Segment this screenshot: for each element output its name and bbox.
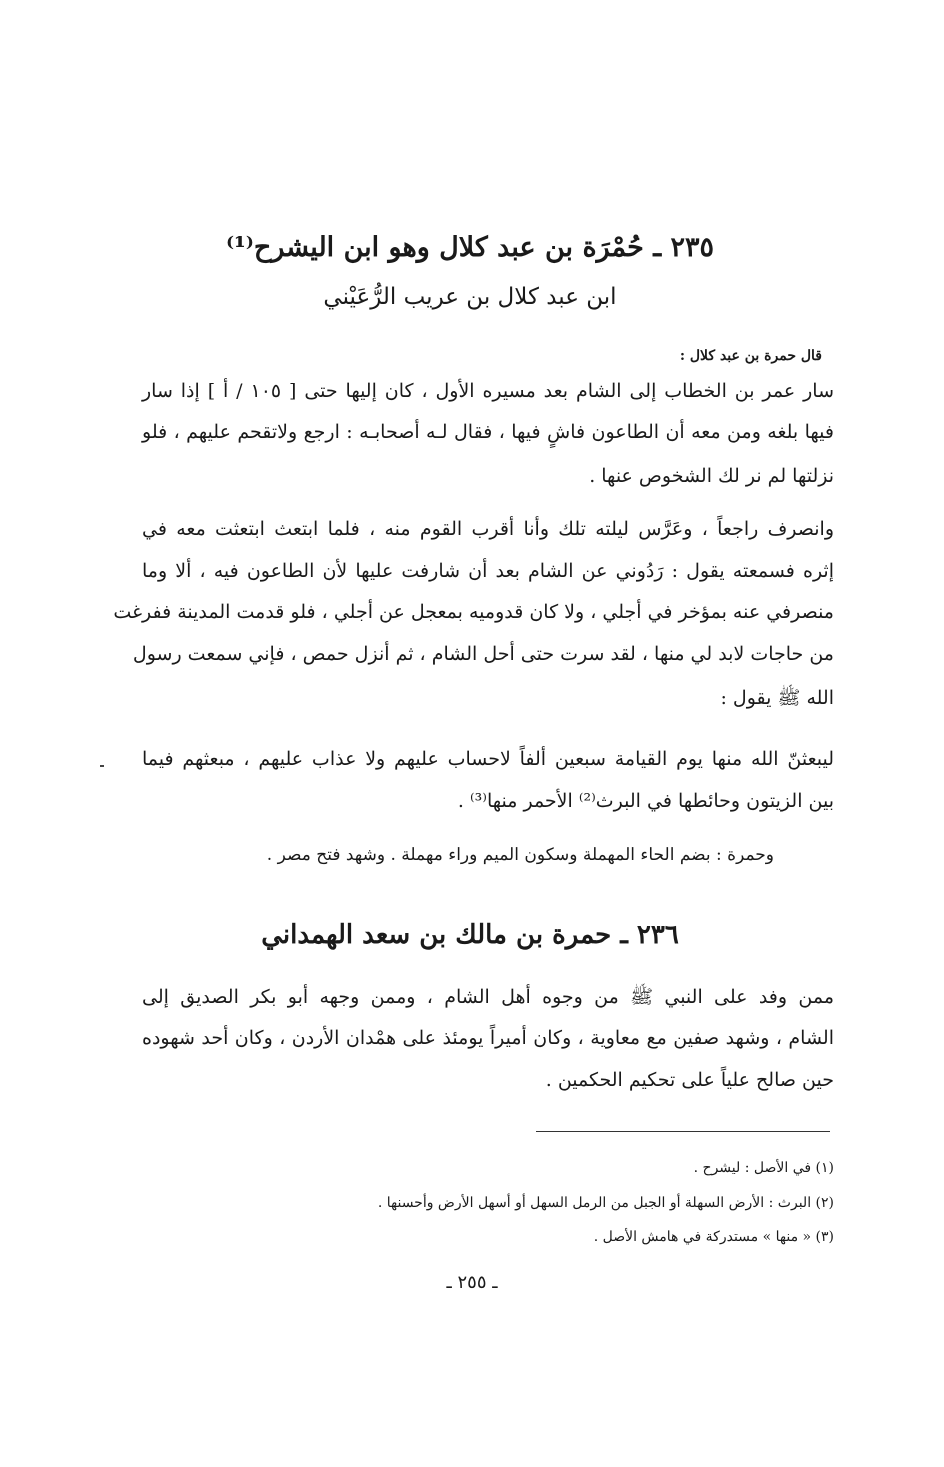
paragraph-line: إثره فسمعته يقول : رَدُوني عن الشام بعد أن شارفت عليها لأن الطاعون فيه ، ألا وما (142, 560, 834, 582)
paragraph-line: وانصرف راجعاً ، وعَرَّس ليلته تلك وأنا أقرب القوم منه ، فلما ابتعث ابتعثت معه في (142, 518, 834, 540)
paragraph-line: منصرفي عنه بمؤخر في أجلي ، ولا كان قدوميه بمعجل عن أجلي ، فلو قدمت المدينة ففرغت (113, 601, 834, 623)
footnote-divider (536, 1131, 830, 1132)
paragraph-line: الله ﷺ يقول : (720, 687, 834, 709)
paragraph-line: سار عمر بن الخطاب إلى الشام بعد مسيره الأول ، كان إليها حتى [ ١٠٥ / أ ] إذا سار (142, 380, 834, 402)
footnote: (٣) « منها » مستدركة في هامش الأصل . (593, 1229, 834, 1245)
name-note: وحمرة : بضم الحاء المهملة وسكون الميم وراء مهملة . وشهد فتح مصر . (266, 845, 774, 865)
page-number: ـ ٢٥٥ ـ (446, 1272, 498, 1293)
stray-mark (100, 765, 104, 767)
intro-line: قال حمرة بن عبد كلال : (679, 348, 822, 364)
entry-235-title: ٢٣٥ ـ حُمْرَة بن عبد كلال وهو ابن اليشرح⁽¹⁾ (225, 232, 715, 263)
paragraph-line: نزلتها لم نر لك الشخوص عنها . (589, 465, 834, 487)
hadith-quote-line: بين الزيتون وحائطها في البرث⁽²⁾ الأحمر منها⁽³⁾ . (457, 790, 834, 812)
entry-235-subtitle: ابن عبد كلال بن عريب الرُّعَيْني (323, 284, 617, 310)
paragraph-line: ممن وفد على النبي ﷺ من وجوه أهل الشام ، وممن وجهه أبو بكر الصديق إلى (142, 986, 834, 1008)
footnote: (١) في الأصل : ليشرح . (693, 1160, 834, 1176)
paragraph-line: حين صالح علياً على تحكيم الحكمين . (545, 1069, 834, 1091)
paragraph-line: من حاجات لابد لي منها ، لقد سرت حتى أحل الشام ، ثم أنزل حمص ، فإني سمعت رسول (132, 643, 834, 665)
footnote: (٢) البرث : الأرض السهلة أو الجبل من الرمل السهل أو أسهل الأرض وأحسنها . (377, 1195, 834, 1211)
entry-236-title: ٢٣٦ ـ حمرة بن مالك بن سعد الهمداني (261, 920, 679, 950)
paragraph-line: الشام ، وشهد صفين مع معاوية ، وكان أميراً يومئذ على همْدان الأردن ، وكان أحد شهوده (142, 1027, 834, 1049)
hadith-quote-line: ليبعثنّ الله منها يوم القيامة سبعين ألفاً لاحساب عليهم ولا عذاب عليهم ، مبعثهم فيما (142, 748, 834, 770)
paragraph-line: فيها بلغه ومن معه أن الطاعون فاشٍ فيها ، فقال لـه أصحابـه : ارجع ولاتقحم عليهم ، فلو (142, 421, 834, 443)
